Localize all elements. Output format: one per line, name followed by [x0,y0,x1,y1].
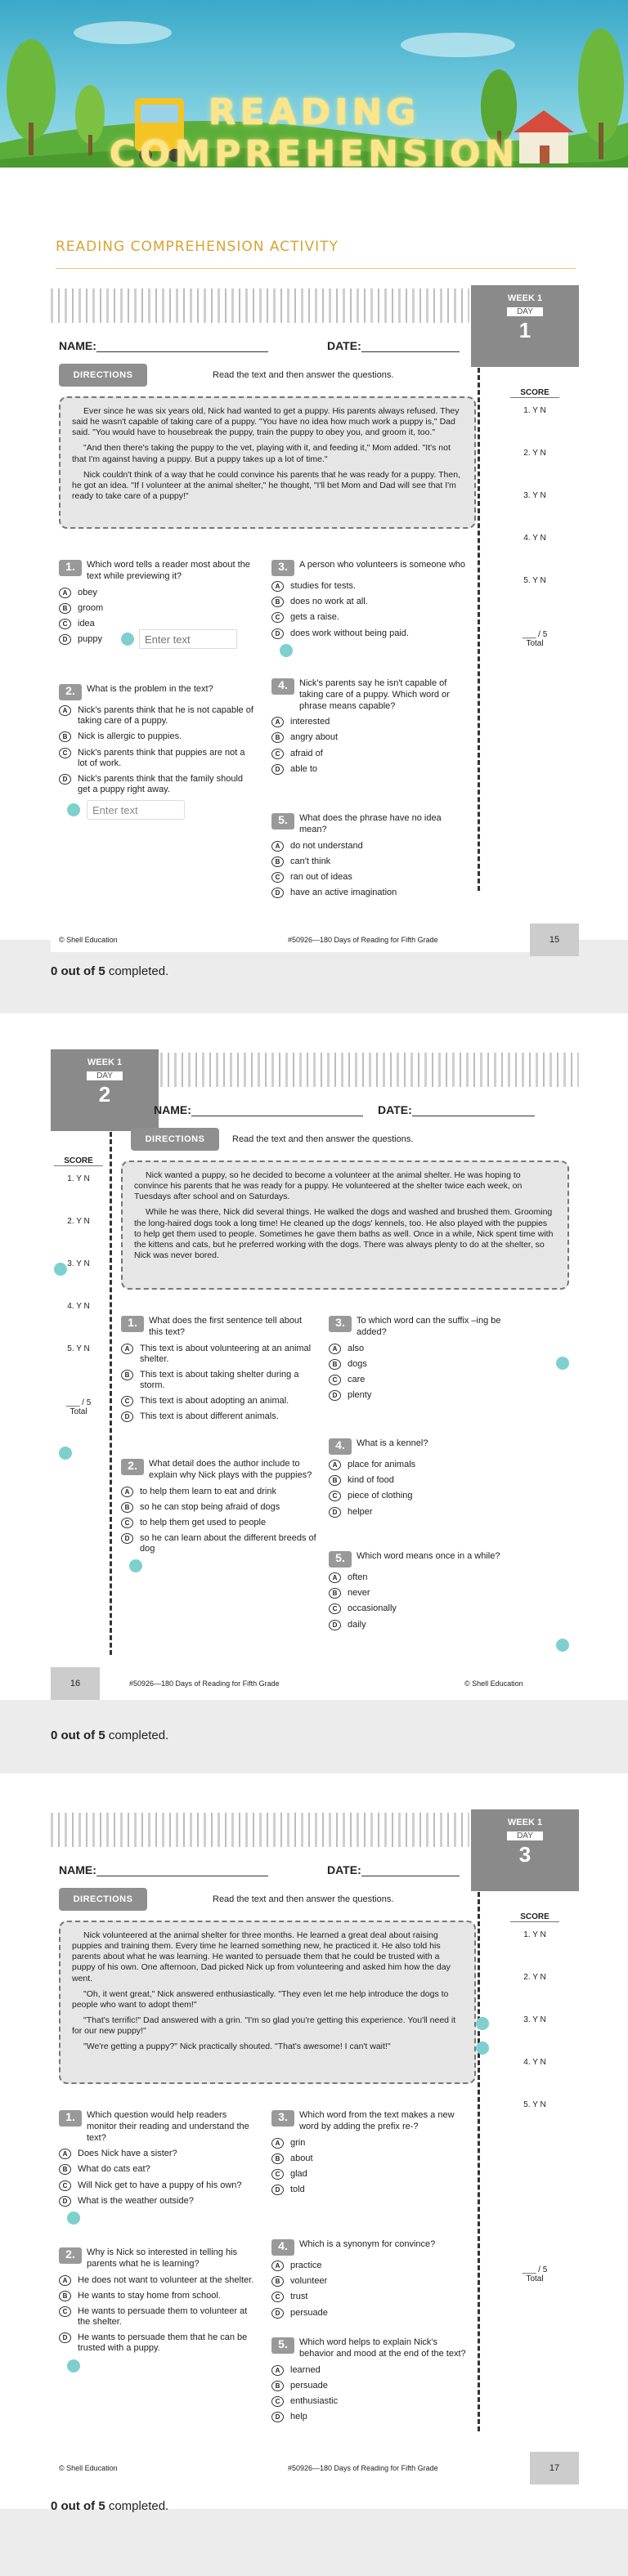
answer-option[interactable]: D Nick's parents think that the family should get a puppy right away. [59,774,255,795]
answer-option[interactable]: D does work without being paid. [271,628,468,639]
question-5 [271,2337,468,2427]
question-text: Which is a synonym for convince? [299,2239,436,2249]
passage-paragraph: "We're getting a puppy?" Nick practically shouted. "That's awesome! I can't wait!" [83,2042,391,2052]
answer-option[interactable]: D daily [329,1620,525,1630]
score-row: 2. Y N [67,1217,90,1226]
question-number: 4. [329,1438,352,1455]
question-number: 3. [329,1316,352,1332]
answer-option[interactable]: B can't think [271,856,468,867]
directions-badge: DIRECTIONS [59,364,147,387]
score-row: 2. Y N [523,449,546,458]
heading-divider [56,268,576,269]
name-underline [191,1105,363,1116]
completion-status: 0 out of 5 completed. [51,964,169,978]
score-column [54,1156,103,1416]
directions-text: Read the text and then answer the questions. [213,370,394,380]
answer-option[interactable]: C glad [271,2169,468,2180]
answer-option[interactable]: D persuade [271,2308,468,2319]
question-2 [121,1459,317,1572]
name-field [59,1863,268,1876]
answer-option[interactable]: C idea [59,619,255,629]
directions-text: Read the text and then answer the questions. [232,1134,414,1144]
answer-marker[interactable] [59,1447,72,1460]
question-number: 1. [59,560,82,576]
worksheet-day-3 [51,1806,579,2484]
question-text: Which word helps to explain Nick's behavior and mood at the end of the text? [299,2337,466,2359]
question-4 [271,2239,468,2323]
date-label: DATE: [378,1103,412,1116]
completion-status: 0 out of 5 completed. [51,1729,169,1742]
answer-option[interactable]: A obey [59,588,255,598]
answer-option[interactable]: A place for animals [329,1460,525,1470]
question-number: 4. [271,2239,294,2256]
name-label: NAME: [59,339,96,352]
answer-option[interactable]: B What do cats eat? [59,2164,255,2175]
question-4 [271,678,468,780]
answer-marker[interactable] [121,633,134,646]
page-number: 17 [530,2452,579,2484]
question-5 [271,813,468,903]
decorative-band [160,1053,579,1087]
question-text: Nick's parents say he isn't capable of taking care of a puppy. Which word or phrase means capable? [299,678,450,711]
question-4 [329,1438,525,1523]
answer-option[interactable]: A learned [271,2365,468,2376]
answer-marker[interactable] [54,1263,67,1276]
question-number: 1. [121,1316,144,1332]
day-number: 3 [518,1842,532,1867]
footer-middle: #50926—180 Days of Reading for Fifth Grade [288,2464,438,2472]
date-underline [412,1105,535,1116]
answer-marker[interactable] [67,2212,80,2225]
week-day-tag [51,1049,159,1131]
question-text: What does the phrase have no idea mean? [299,813,442,834]
answer-option[interactable]: A often [329,1572,525,1583]
question-1 [59,2110,255,2225]
question-text: Which question would help readers monitor their reading and understand the text? [87,2110,249,2143]
decorative-band [51,1813,469,1847]
answer-option[interactable]: B so he can stop being afraid of dogs [121,1502,317,1513]
footer-middle: #50926—180 Days of Reading for Fifth Grade [288,936,438,944]
date-field [378,1103,535,1116]
passage-paragraph: "And then there's taking the puppy to the vet, playing with it, and feeding it," Mom added. "It's not that I'm against having a puppy. But a puppy takes up a lot of time." [72,443,451,464]
answer-input-group [121,629,237,649]
footer-left: © Shell Education [59,2464,118,2472]
score-divider [110,1132,112,1655]
question-text: Which word means once in a while? [357,1551,500,1561]
question-number: 4. [271,678,294,695]
reading-passage [59,1921,476,2084]
answer-marker[interactable] [67,2359,80,2373]
answer-option[interactable]: D puppy Enter text [59,634,255,645]
passage-paragraph: Nick wanted a puppy, so he decided to become a volunteer at the animal shelter. He was hoping to convince his parents that he was ready for a puppy. He volunteered at the shelter twice each week, on Tuesdays after school and on Saturdays. [134,1170,523,1202]
directions-badge: DIRECTIONS [131,1128,219,1151]
question-text: What does the first sentence tell about this text? [149,1316,303,1337]
day-label: DAY [507,307,543,316]
answer-option[interactable]: B groom [59,603,255,614]
answer-option[interactable]: C This text is about adopting an animal. [121,1396,317,1407]
answer-marker[interactable] [476,2042,489,2055]
name-field [59,339,268,352]
answer-option[interactable]: C trust [271,2292,468,2302]
score-label: SCORE [510,1912,559,1922]
answer-option[interactable]: B angry about [271,732,468,743]
question-text: Which word tells a reader most about the text while previewing it? [87,560,250,581]
score-divider [478,368,480,891]
score-column [510,1912,559,2283]
question-number: 5. [329,1551,352,1568]
passage-paragraph: Nick couldn't think of a way that he could convince his parents that he was ready for a puppy. Then, he got an idea. "If I volunteer at the animal shelter," he thought, "I'll bet Mom and Dad will see that I'm ready to take care of a puppy!" [72,469,460,501]
score-row: 4. Y N [523,534,546,543]
answer-option[interactable]: B dogs [329,1359,525,1370]
question-1 [59,560,255,650]
passage-paragraph: While he was there, Nick did several things. He walked the dogs and washed and brushed them. Grooming the long-haired dogs took a long time! He cleaned up the dogs' kennels, too. He also played with the puppies to help get them used to people. Sometimes he gave them baths as well. Once in a while, Nick spent time with the kittens and cats, but he preferred working with the dogs. There was always plenty to do at the shelter, so Nick was never bored. [134,1207,554,1260]
question-2 [59,684,255,820]
week-day-tag [471,285,579,367]
day-number: 1 [518,318,532,342]
week-day-tag [471,1809,579,1891]
question-number: 5. [271,813,294,830]
answer-option[interactable]: B kind of food [329,1475,525,1486]
question-number: 2. [59,684,82,700]
answer-option[interactable]: D able to [271,764,468,775]
question-1 [121,1316,317,1428]
passage-paragraph: "That's terrific!" Dad answered with a grin. "I'm so glad you're getting this experience. You'll need it for our new puppy!" [72,2015,456,2036]
score-total: ___ / 5 Total [65,1398,92,1416]
answer-option[interactable]: A grin [271,2138,468,2149]
answer-option[interactable]: B does no work at all. [271,597,468,607]
answer-option[interactable]: C ran out of ideas [271,872,468,883]
answer-marker[interactable] [476,2017,489,2030]
score-row: 4. Y N [67,1302,90,1311]
day-label: DAY [507,1831,543,1840]
answer-option[interactable]: A do not understand [271,841,468,852]
answer-option[interactable]: D told [271,2185,468,2195]
score-row: 4. Y N [523,2058,546,2067]
answer-option[interactable]: A Does Nick have a sister? [59,2149,255,2159]
date-underline [361,1865,460,1876]
answer-option[interactable]: A He does not want to volunteer at the shelter. [59,2275,255,2286]
reading-passage [121,1161,569,1290]
day-label: DAY [87,1071,123,1080]
date-field [327,1863,460,1876]
passage-paragraph: Ever since he was six years old, Nick had wanted to get a puppy. His parents always refused. They said he wasn't capable of taking care of a puppy. "You have no idea how much work a puppy is," Dad said. "You would have to housebreak the puppy, train the puppy to obey you, and groom it, too." [72,406,460,438]
date-underline [361,341,460,352]
question-text: To which word can the suffix –ing be added? [357,1316,501,1337]
answer-option[interactable]: B never [329,1588,525,1599]
question-text: Why is Nick so interested in telling his parents what he is learning? [87,2247,238,2269]
score-row: 5. Y N [523,576,546,585]
answer-marker[interactable] [556,1357,569,1370]
score-total: ___ / 5 Total [522,630,548,648]
answer-option[interactable]: A studies for tests. [271,581,468,592]
directions-text: Read the text and then answer the questions. [213,1894,394,1904]
answer-input[interactable] [87,800,185,820]
question-number: 2. [121,1459,144,1475]
answer-option[interactable]: C piece of clothing [329,1491,525,1501]
footer-left: #50926—180 Days of Reading for Fifth Grade [129,1679,280,1688]
answer-option[interactable]: C gets a raise. [271,612,468,623]
answer-option[interactable]: C Will Nick get to have a puppy of his own? [59,2180,255,2191]
score-row: 5. Y N [67,1344,90,1353]
answer-option[interactable]: C Nick's parents think that puppies are not a lot of work. [59,748,255,769]
date-label: DATE: [327,1863,361,1876]
question-text: A person who volunteers is someone who [299,560,466,570]
answer-option[interactable]: B This text is about taking shelter during a storm. [121,1370,317,1391]
question-text: What detail does the author include to explain why Nick plays with the puppies? [149,1459,312,1480]
answer-option[interactable]: D have an active imagination [271,888,468,898]
question-number: 3. [271,560,294,576]
name-field [154,1103,363,1116]
answer-option[interactable]: C afraid of [271,749,468,759]
answer-option[interactable]: A interested [271,717,468,727]
question-5 [329,1551,525,1635]
score-row: 3. Y N [67,1259,90,1268]
answer-option[interactable]: D plenty [329,1390,525,1401]
answer-option[interactable]: A to help them learn to eat and drink [121,1487,317,1497]
page-number: 15 [530,924,579,956]
hero-title: READING COMPREHENSION [109,92,519,175]
page-number: 16 [51,1667,100,1700]
score-row: 3. Y N [523,2015,546,2024]
day-number: 2 [98,1082,111,1107]
completion-status: 0 out of 5 completed. [51,2499,169,2513]
directions-badge: DIRECTIONS [59,1888,147,1911]
week-label: WEEK 1 [507,1818,543,1827]
score-column [510,388,559,648]
answer-option[interactable]: D This text is about different animals. [121,1411,317,1422]
footer-middle: © Shell Education [464,1679,523,1688]
answer-option[interactable]: B He wants to stay home from school. [59,2291,255,2301]
score-label: SCORE [510,388,559,398]
answer-option[interactable]: A This text is about volunteering at an animal shelter. [121,1344,317,1365]
name-underline [96,341,268,352]
answer-option[interactable]: B persuade [271,2381,468,2391]
question-3 [271,560,468,657]
name-label: NAME: [154,1103,191,1116]
score-row: 5. Y N [523,2100,546,2109]
passage-paragraph: Nick volunteered at the animal shelter for three months. He learned a great deal about raising puppies and training them. Every time he learned something new, he practiced it. He also told his parents about what he was learning. He wanted to persuade them that he could be trusted with a puppy of his own. One afternoon, Dad picked Nick up from volunteering and asked him how the day went. [72,1930,451,1983]
score-label: SCORE [54,1156,103,1166]
answer-option[interactable]: D helper [329,1507,525,1518]
week-label: WEEK 1 [87,1058,123,1067]
score-row: 2. Y N [523,1973,546,1982]
score-divider [478,1892,480,2431]
answer-option[interactable]: B volunteer [271,2276,468,2287]
answer-option[interactable]: C occasionally [329,1603,525,1614]
answer-marker[interactable] [67,803,80,816]
question-2 [59,2247,255,2373]
name-label: NAME: [59,1863,96,1876]
answer-marker[interactable] [556,1639,569,1652]
question-number: 3. [271,2110,294,2127]
passage-paragraph: "Oh, it went great," Nick answered enthusiastically. "They even let me help introduce the dogs to people who want to adopt them!" [72,1988,449,2010]
question-text: Which word from the text makes a new word by adding the prefix re-? [299,2110,455,2131]
question-number: 2. [59,2247,82,2264]
answer-marker[interactable] [280,644,293,657]
answer-option[interactable]: D help [271,2412,468,2422]
answer-option[interactable]: A Nick's parents think that he is not capable of taking care of a puppy. [59,705,255,727]
worksheet-day-1 [51,282,579,952]
decorative-band [51,288,469,323]
question-text: What is the problem in the text? [87,684,213,694]
reading-passage [59,396,476,529]
answer-option[interactable]: C enthusiastic [271,2396,468,2407]
score-row: 3. Y N [523,491,546,500]
answer-option[interactable]: A practice [271,2261,468,2271]
score-total: ___ / 5 Total [522,2265,548,2283]
score-row: 1. Y N [523,1930,546,1939]
answer-input-group [67,800,255,820]
footer-left: © Shell Education [59,936,118,944]
question-3 [271,2110,468,2200]
answer-option[interactable]: D He wants to persuade them that he can be trusted with a puppy. [59,2332,255,2354]
answer-option[interactable]: C care [329,1375,525,1385]
question-number: 5. [271,2337,294,2354]
question-3 [329,1316,525,1406]
score-row: 1. Y N [523,406,546,415]
date-field [327,339,460,352]
answer-input[interactable] [139,629,237,649]
question-text: What is a kennel? [357,1438,428,1448]
answer-option[interactable]: B about [271,2153,468,2164]
answer-option[interactable]: C to help them get used to people [121,1518,317,1528]
worksheet-day-2 [51,1046,579,1700]
name-underline [96,1865,268,1876]
section-heading: READING COMPREHENSION ACTIVITY [56,239,339,255]
answer-option[interactable]: C He wants to persuade them to volunteer at the shelter. [59,2306,255,2328]
answer-marker[interactable] [129,1559,142,1572]
answer-option[interactable]: B Nick is allergic to puppies. [59,731,255,742]
question-number: 1. [59,2110,82,2127]
score-row: 1. Y N [67,1174,90,1183]
hero-banner [0,0,628,184]
answer-option[interactable]: D so he can learn about the different breeds of dog [121,1533,317,1554]
answer-option[interactable]: D What is the weather outside? [59,2196,255,2207]
date-label: DATE: [327,339,361,352]
week-label: WEEK 1 [507,293,543,303]
answer-option[interactable]: A also [329,1344,525,1354]
